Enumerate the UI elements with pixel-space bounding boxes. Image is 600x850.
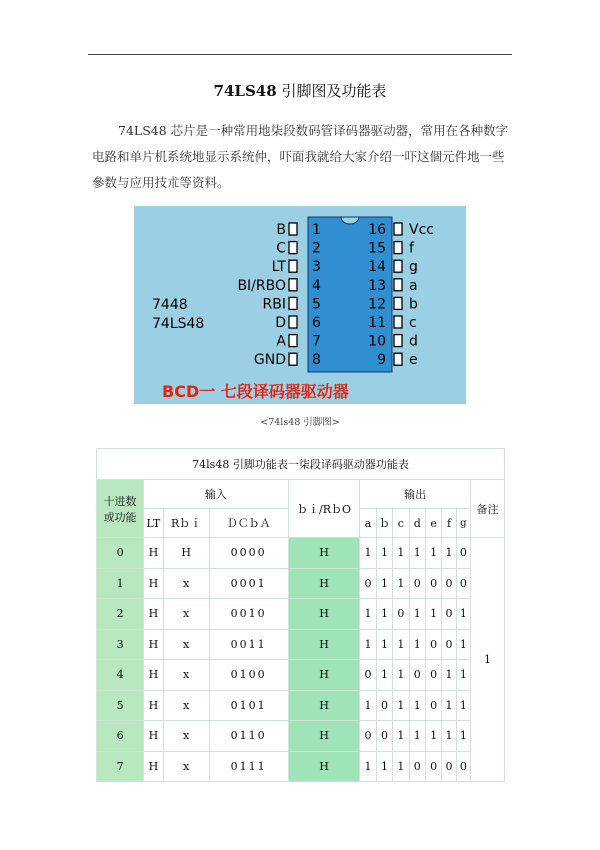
cell-output: 0	[456, 538, 470, 569]
cell-output: 1	[442, 690, 456, 721]
cell-decimal: 4	[97, 660, 144, 691]
intro-paragraph: 74LS48 芯片是一种常用地柒段数码管译码器驱动器，常用在各种数字电路和单片机系统地显示系统仲，吓面我就给大家介绍一吓这個元件地一些參数与应用技朮等资料。	[92, 123, 509, 190]
cell-output: 1	[409, 629, 425, 660]
pin-stub-left	[289, 335, 297, 347]
cell-output: 1	[360, 599, 376, 630]
cell-dcba: 0101	[209, 690, 288, 721]
cell-bi-rbo: H	[288, 538, 360, 569]
subheader-e: e	[425, 509, 441, 538]
figure-caption: <74ls48 引脚图>	[260, 417, 340, 428]
cell-decimal: 2	[97, 599, 144, 630]
pin-stub-right	[394, 335, 402, 347]
cell-output: 0	[425, 690, 441, 721]
cell-dcba: 0010	[209, 599, 288, 630]
cell-lt: H	[144, 690, 163, 721]
cell-rbi: x	[163, 660, 209, 691]
pin-stub-right	[394, 223, 402, 235]
cell-output: 1	[456, 690, 470, 721]
cell-output: 1	[456, 721, 470, 752]
table-row	[97, 751, 505, 782]
cell-output: 0	[456, 751, 470, 782]
header-output: 输出	[360, 480, 471, 509]
pin-diagram-image	[134, 206, 466, 404]
cell-output: 1	[360, 751, 376, 782]
pin-number-right: 9	[377, 352, 386, 369]
pin-label-left: BI/RBO	[237, 277, 286, 294]
pin-label-left: D	[275, 315, 286, 331]
cell-output: 0	[360, 660, 376, 691]
cell-dcba: 0000	[209, 538, 288, 569]
cell-rbi: x	[163, 751, 209, 782]
cell-output: 1	[393, 568, 409, 599]
cell-output: 1	[442, 721, 456, 752]
pin-stub-left	[289, 260, 297, 272]
cell-note: 1	[471, 538, 505, 782]
cell-output: 1	[393, 538, 409, 569]
pin-number-left: 1	[312, 222, 321, 238]
cell-output: 1	[360, 690, 376, 721]
cell-output: 1	[442, 538, 456, 569]
part-name-7448: 7448	[152, 297, 188, 313]
cell-output: 1	[393, 660, 409, 691]
header-rule	[88, 54, 512, 55]
pin-label-right: c	[409, 315, 417, 331]
pin-number-right: 11	[368, 315, 386, 331]
cell-dcba: 0011	[209, 629, 288, 660]
cell-output: 1	[376, 660, 392, 691]
cell-bi-rbo: H	[288, 751, 360, 782]
cell-output: 1	[442, 660, 456, 691]
cell-decimal: 7	[97, 751, 144, 782]
cell-output: 1	[409, 538, 425, 569]
cell-output: 1	[360, 629, 376, 660]
pin-label-right: b	[409, 296, 418, 313]
pin-label-left: GND	[253, 352, 286, 369]
pin-label-left: C	[276, 240, 286, 257]
cell-dcba: 0001	[209, 568, 288, 599]
cell-output: 1	[393, 629, 409, 660]
cell-output: 0	[376, 721, 392, 752]
header-bi-rbo: ｂｉ/RｂO	[288, 480, 360, 538]
table-row	[97, 568, 505, 599]
cell-output: 1	[425, 538, 441, 569]
pin-stub-right	[394, 242, 402, 254]
table-row	[97, 690, 505, 721]
pin-stub-right	[394, 316, 402, 328]
pin-number-left: 4	[312, 277, 321, 294]
pin-stub-right	[394, 279, 402, 291]
cell-bi-rbo: H	[288, 629, 360, 660]
cell-output: 0	[409, 568, 425, 599]
cell-decimal: 5	[97, 690, 144, 721]
cell-output: 1	[376, 599, 392, 630]
cell-output: 0	[442, 751, 456, 782]
subheader-rbi: Rｂｉ	[163, 509, 209, 538]
cell-lt: H	[144, 660, 163, 691]
pin-label-left: LT	[271, 259, 286, 276]
table-caption: 74ls48 引脚功能表一柒段译码驱动器功能表	[97, 449, 505, 480]
cell-rbi: x	[163, 599, 209, 630]
cell-output: 0	[376, 690, 392, 721]
pin-label-right: d	[409, 333, 418, 350]
cell-bi-rbo: H	[288, 660, 360, 691]
pin-label-right: g	[409, 259, 418, 276]
table-row	[97, 721, 505, 752]
cell-output: 0	[442, 568, 456, 599]
cell-lt: H	[144, 599, 163, 630]
cell-output: 0	[393, 599, 409, 630]
table-row	[97, 599, 505, 630]
pin-label-right: a	[409, 277, 418, 294]
pin-label-right: Vcc	[409, 222, 434, 238]
cell-output: 0	[442, 599, 456, 630]
cell-bi-rbo: H	[288, 599, 360, 630]
subheader-c: c	[393, 509, 409, 538]
cell-dcba: 0111	[209, 751, 288, 782]
cell-rbi: x	[163, 629, 209, 660]
table-row	[97, 629, 505, 660]
pin-stub-right	[394, 260, 402, 272]
pin-number-right: 10	[368, 333, 386, 350]
cell-output: 1	[409, 599, 425, 630]
cell-rbi: x	[163, 721, 209, 752]
cell-output: 1	[425, 721, 441, 752]
pin-label-right: f	[409, 240, 414, 257]
pin-label-left: RBI	[262, 296, 286, 313]
subheader-dcba: ＤＣｂＡ	[209, 509, 288, 538]
subheader-lt: LT	[144, 509, 163, 538]
pin-number-left: 3	[312, 259, 321, 276]
page-title: 74LS48 引脚图及功能表	[213, 82, 387, 100]
cell-lt: H	[144, 538, 163, 569]
pin-number-left: 2	[312, 240, 321, 257]
pin-number-left: 7	[312, 333, 321, 350]
cell-rbi: x	[163, 568, 209, 599]
cell-output: 1	[393, 751, 409, 782]
header-note: 备注	[471, 480, 505, 538]
pin-label-right: e	[409, 352, 418, 369]
cell-output: 1	[360, 538, 376, 569]
cell-output: 1	[409, 721, 425, 752]
cell-bi-rbo: H	[288, 721, 360, 752]
cell-output: 1	[409, 690, 425, 721]
table-row	[97, 660, 505, 691]
cell-decimal: 0	[97, 538, 144, 569]
header-input: 输入	[144, 480, 288, 509]
pin-stub-left	[289, 353, 297, 365]
cell-lt: H	[144, 721, 163, 752]
pin-stub-right	[394, 353, 402, 365]
cell-output: 1	[393, 690, 409, 721]
cell-output: 1	[376, 568, 392, 599]
cell-bi-rbo: H	[288, 690, 360, 721]
pin-number-right: 13	[368, 277, 386, 294]
subheader-b: ｂ	[376, 509, 392, 538]
pin-stub-right	[394, 297, 402, 309]
pin-stub-left	[289, 223, 297, 235]
cell-output: 0	[409, 751, 425, 782]
cell-decimal: 6	[97, 721, 144, 752]
cell-rbi: x	[163, 690, 209, 721]
header-decimal: 十进数 或功能	[97, 480, 144, 538]
cell-output: 0	[425, 751, 441, 782]
subheader-a: a	[360, 509, 376, 538]
cell-output: 1	[376, 629, 392, 660]
cell-output: 0	[425, 660, 441, 691]
cell-output: 0	[409, 660, 425, 691]
cell-output: 0	[360, 568, 376, 599]
table-row	[97, 538, 505, 569]
cell-output: 1	[425, 599, 441, 630]
cell-lt: H	[144, 629, 163, 660]
part-name-74ls48: 74LS48	[152, 316, 205, 332]
cell-bi-rbo: H	[288, 568, 360, 599]
diagram-banner: BCD一 七段译码器驱动器	[162, 382, 349, 401]
cell-rbi: H	[163, 538, 209, 569]
pin-stub-left	[289, 297, 297, 309]
cell-output: 1	[456, 629, 470, 660]
cell-output: 1	[393, 721, 409, 752]
pin-stub-left	[289, 316, 297, 328]
cell-dcba: 0110	[209, 721, 288, 752]
subheader-f: f	[442, 509, 456, 538]
pin-label-left: B	[276, 222, 286, 238]
subheader-g: g	[456, 509, 470, 538]
pin-stub-left	[289, 242, 297, 254]
cell-lt: H	[144, 751, 163, 782]
cell-output: 0	[360, 721, 376, 752]
cell-output: 1	[456, 599, 470, 630]
cell-output: 0	[425, 629, 441, 660]
pin-number-left: 6	[312, 315, 321, 331]
pin-stub-left	[289, 279, 297, 291]
cell-lt: H	[144, 568, 163, 599]
pin-number-right: 16	[368, 222, 386, 238]
cell-dcba: 0100	[209, 660, 288, 691]
cell-output: 1	[456, 660, 470, 691]
cell-decimal: 3	[97, 629, 144, 660]
subheader-d: d	[409, 509, 425, 538]
cell-decimal: 1	[97, 568, 144, 599]
cell-output: 0	[425, 568, 441, 599]
pin-number-right: 12	[368, 296, 386, 313]
pin-number-right: 15	[368, 240, 386, 257]
pin-number-left: 5	[312, 296, 321, 313]
cell-output: 1	[376, 751, 392, 782]
pin-number-left: 8	[312, 352, 321, 369]
pin-number-right: 14	[368, 259, 386, 276]
cell-output: 0	[456, 568, 470, 599]
pin-label-left: A	[276, 333, 286, 350]
function-table	[96, 448, 505, 782]
cell-output: 0	[442, 629, 456, 660]
cell-output: 1	[376, 538, 392, 569]
